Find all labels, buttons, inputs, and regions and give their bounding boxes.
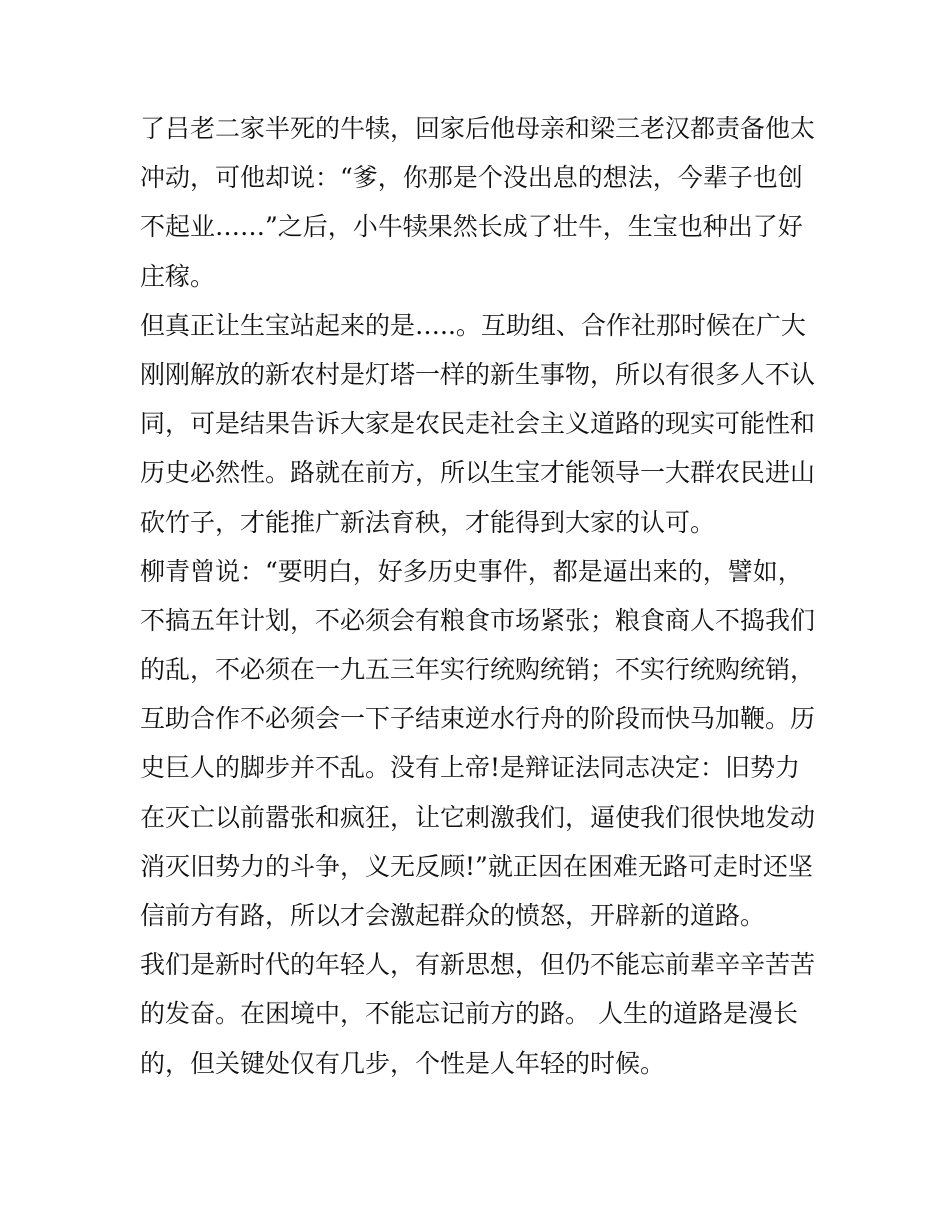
text-line: 互助合作不必须会一下子结束逆水行舟的阶段而快马加鞭。历: [140, 704, 816, 734]
text-line: 砍竹子，才能推广新法育秧，才能得到大家的认可。: [140, 507, 716, 537]
text-line: 同，可是结果告诉大家是农民走社会主义道路的现实可能性和: [140, 409, 816, 439]
text-line: 历史必然性。路就在前方，所以生宝才能领导一大群农民进山: [140, 458, 816, 488]
text-line: 庄稼。: [140, 261, 216, 291]
text-line: 了吕老二家半死的牛犊，回家后他母亲和梁三老汉都责备他太: [140, 114, 816, 143]
text-line: 不起业……”之后，小牛犊果然长成了壮牛，生宝也种出了好: [140, 212, 803, 242]
text-line: 消灭旧势力的斗争，义无反顾!”就正因在困难无路可走时还坚: [140, 851, 813, 881]
text-line: 信前方有路，所以才会激起群众的愤怒，开辟新的道路。: [140, 901, 766, 930]
text-line: 在灭亡以前嚣张和疯狂，让它刺激我们，逼使我们很快地发动: [140, 802, 816, 832]
text-line: 刚刚解放的新农村是灯塔一样的新生事物，所以有很多人不认: [140, 359, 816, 389]
text-line: 不搞五年计划，不必须会有粮食市场紧张；粮食商人不捣我们: [140, 605, 816, 635]
text-line: 史巨人的脚步并不乱。没有上帝!是辩证法同志决定：旧势力: [140, 753, 801, 783]
text-line: 冲动，可他却说：“爹，你那是个没出息的想法，今辈子也创: [140, 163, 803, 193]
text-line: 但真正让生宝站起来的是…..。互助组、合作社那时候在广大: [140, 310, 806, 340]
essay-text: [140, 104, 820, 1088]
text-line: 的发奋。在困境中，不能忘记前方的路。 人生的道路是漫长: [140, 999, 798, 1029]
text-line: 的，但关键处仅有几步，个性是人年轻的时候。: [140, 1048, 666, 1078]
text-line: 柳青曾说：“要明白，好多历史事件，都是逼出来的，譬如，: [140, 556, 803, 586]
text-line: 的乱，不必须在一九五三年实行统购统销；不实行统购统销，: [140, 655, 816, 685]
text-line: 我们是新时代的年轻人，有新思想，但仍不能忘前辈辛辛苦苦: [140, 950, 816, 980]
